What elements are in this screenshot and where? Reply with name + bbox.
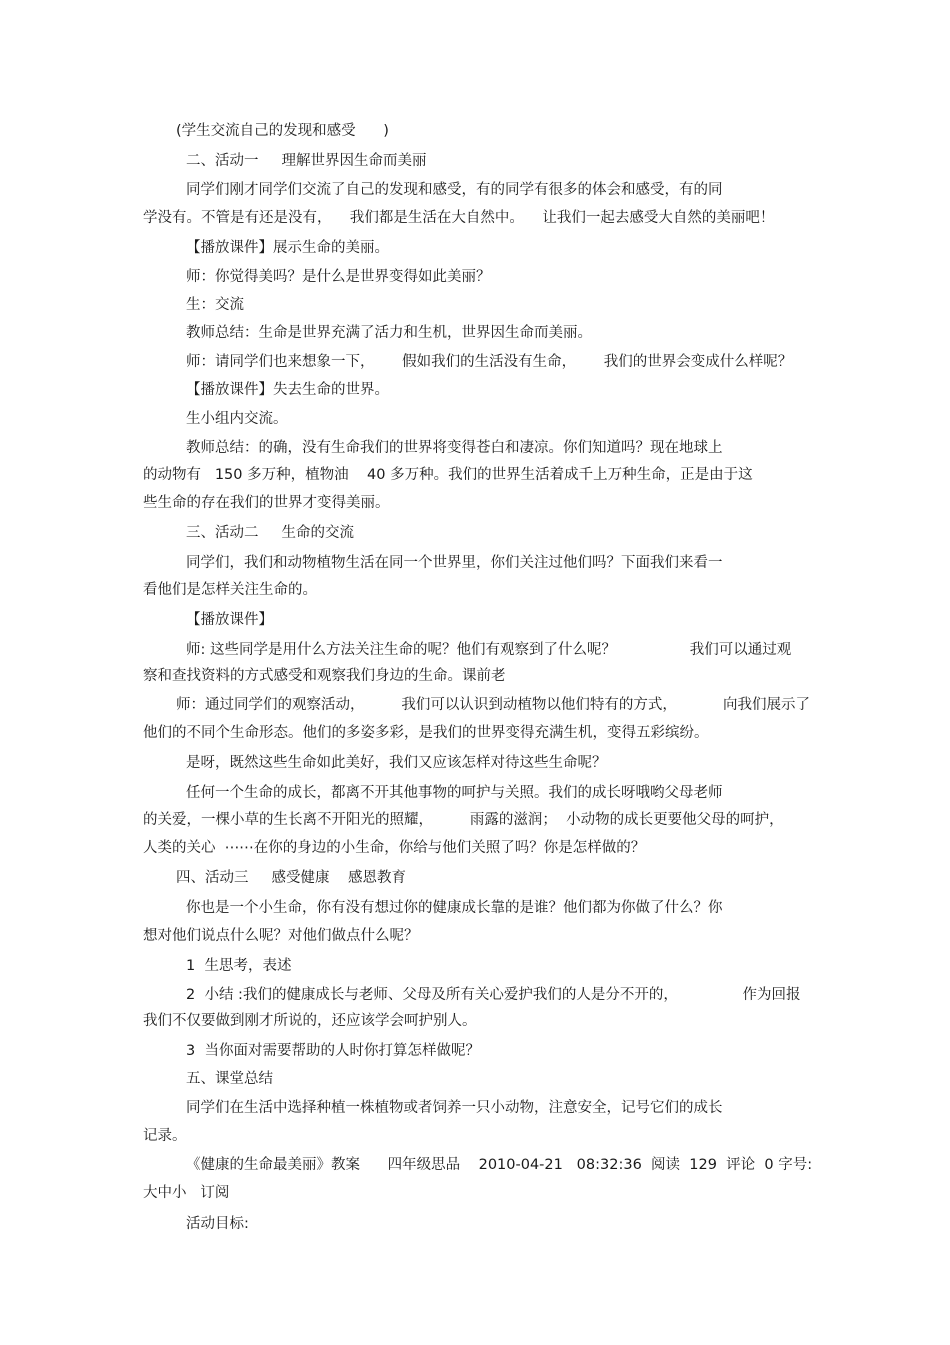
text-line: 3 当你面对需要帮助的人时你打算怎样做呢？ — [186, 1043, 480, 1059]
section-heading: 二、活动一 理解世界因生命而美丽 — [186, 153, 427, 169]
section-heading: 四、活动三 感受健康 感恩教育 — [176, 870, 406, 886]
text-line: 《健康的生命最美丽》教案 四年级思品 2010-04-21 08:32:36 阅读 129 评论 0 字号: — [186, 1157, 813, 1173]
text-line: (学生交流自己的发现和感受 ) — [176, 123, 389, 139]
text-line: 师: 这些同学是用什么方法关注生命的呢？他们有观察到了什么呢？ 我们可以通过观 — [186, 642, 792, 658]
text-line: 察和查找资料的方式感受和观察我们身边的生命。课前老 — [143, 668, 506, 684]
section-heading: 五、课堂总结 — [186, 1071, 273, 1087]
text-line: 同学们，我们和动物植物生活在同一个世界里，你们关注过他们吗？下面我们来看一 — [186, 555, 723, 571]
text-line: 的关爱，一棵小草的生长离不开阳光的照耀， 雨露的滋润； 小动物的成长更要他父母的呵护， — [143, 812, 784, 828]
text-line: 2 小结 :我们的健康成长与老师、父母及所有关心爱护我们的人是分不开的， 作为回报 — [186, 987, 801, 1003]
text-line: 【播放课件】展示生命的美丽。 — [186, 240, 389, 256]
text-line: 教师总结：生命是世界充满了活力和生机，世界因生命而美丽。 — [186, 325, 592, 341]
text-line: 你也是一个小生命，你有没有想过你的健康成长靠的是谁？他们都为你做了什么？你 — [186, 900, 723, 916]
text-line: 师：通过同学们的观察活动， 我们可以认识到动植物以他们特有的方式， 向我们展示了 — [176, 697, 810, 713]
text-line: 我们不仅要做到刚才所说的，还应该学会呵护别人。 — [143, 1013, 477, 1029]
text-line: 师：你觉得美吗？是什么是世界变得如此美丽？ — [186, 269, 491, 285]
text-line: 任何一个生命的成长，都离不开其他事物的呵护与关照。我们的成长呀哦哟父母老师 — [186, 785, 723, 801]
text-line: 是呀，既然这些生命如此美好，我们又应该怎样对待这些生命呢？ — [186, 755, 607, 771]
section-heading: 三、活动二 生命的交流 — [186, 525, 355, 541]
text-line: 他们的不同个生命形态。他们的多姿多彩，是我们的世界变得充满生机，变得五彩缤纷。 — [143, 725, 709, 741]
text-line: 【播放课件】失去生命的世界。 — [186, 382, 389, 398]
text-line: 大中小 订阅 — [143, 1185, 230, 1201]
text-line: 人类的关心 ⋯⋯在你的身边的小生命，你给与他们关照了吗？你是怎样做的？ — [143, 840, 646, 856]
text-line: 生：交流 — [186, 297, 244, 313]
text-line: 师：请同学们也来想象一下， 假如我们的生活没有生命， 我们的世界会变成什么样呢？ — [186, 354, 793, 370]
text-line: 1 生思考，表述 — [186, 958, 292, 974]
text-line: 活动目标: — [186, 1216, 249, 1232]
text-line: 的动物有 150 多万种，植物油 40 多万种。我们的世界生活着成千上万种生命，正是由于这 — [143, 467, 753, 483]
text-line: 想对他们说点什么呢？对他们做点什么呢？ — [143, 928, 419, 944]
text-line: 学没有。不管是有还是没有， 我们都是生活在大自然中。 让我们一起去感受大自然的美丽吧！ — [143, 210, 775, 226]
text-line: 同学们刚才同学们交流了自己的发现和感受，有的同学有很多的体会和感受，有的同 — [186, 182, 723, 198]
text-line: 记录。 — [143, 1128, 187, 1144]
text-line: 同学们在生活中选择种植一株植物或者饲养一只小动物，注意安全，记号它们的成长 — [186, 1100, 723, 1116]
text-line: 【播放课件】 — [186, 612, 273, 628]
text-line: 生小组内交流。 — [186, 411, 288, 427]
text-line: 教师总结：的确，没有生命我们的世界将变得苍白和凄凉。你们知道吗？现在地球上 — [186, 440, 723, 456]
text-line: 看他们是怎样关注生命的。 — [143, 582, 317, 598]
text-line: 些生命的存在我们的世界才变得美丽。 — [143, 495, 390, 511]
